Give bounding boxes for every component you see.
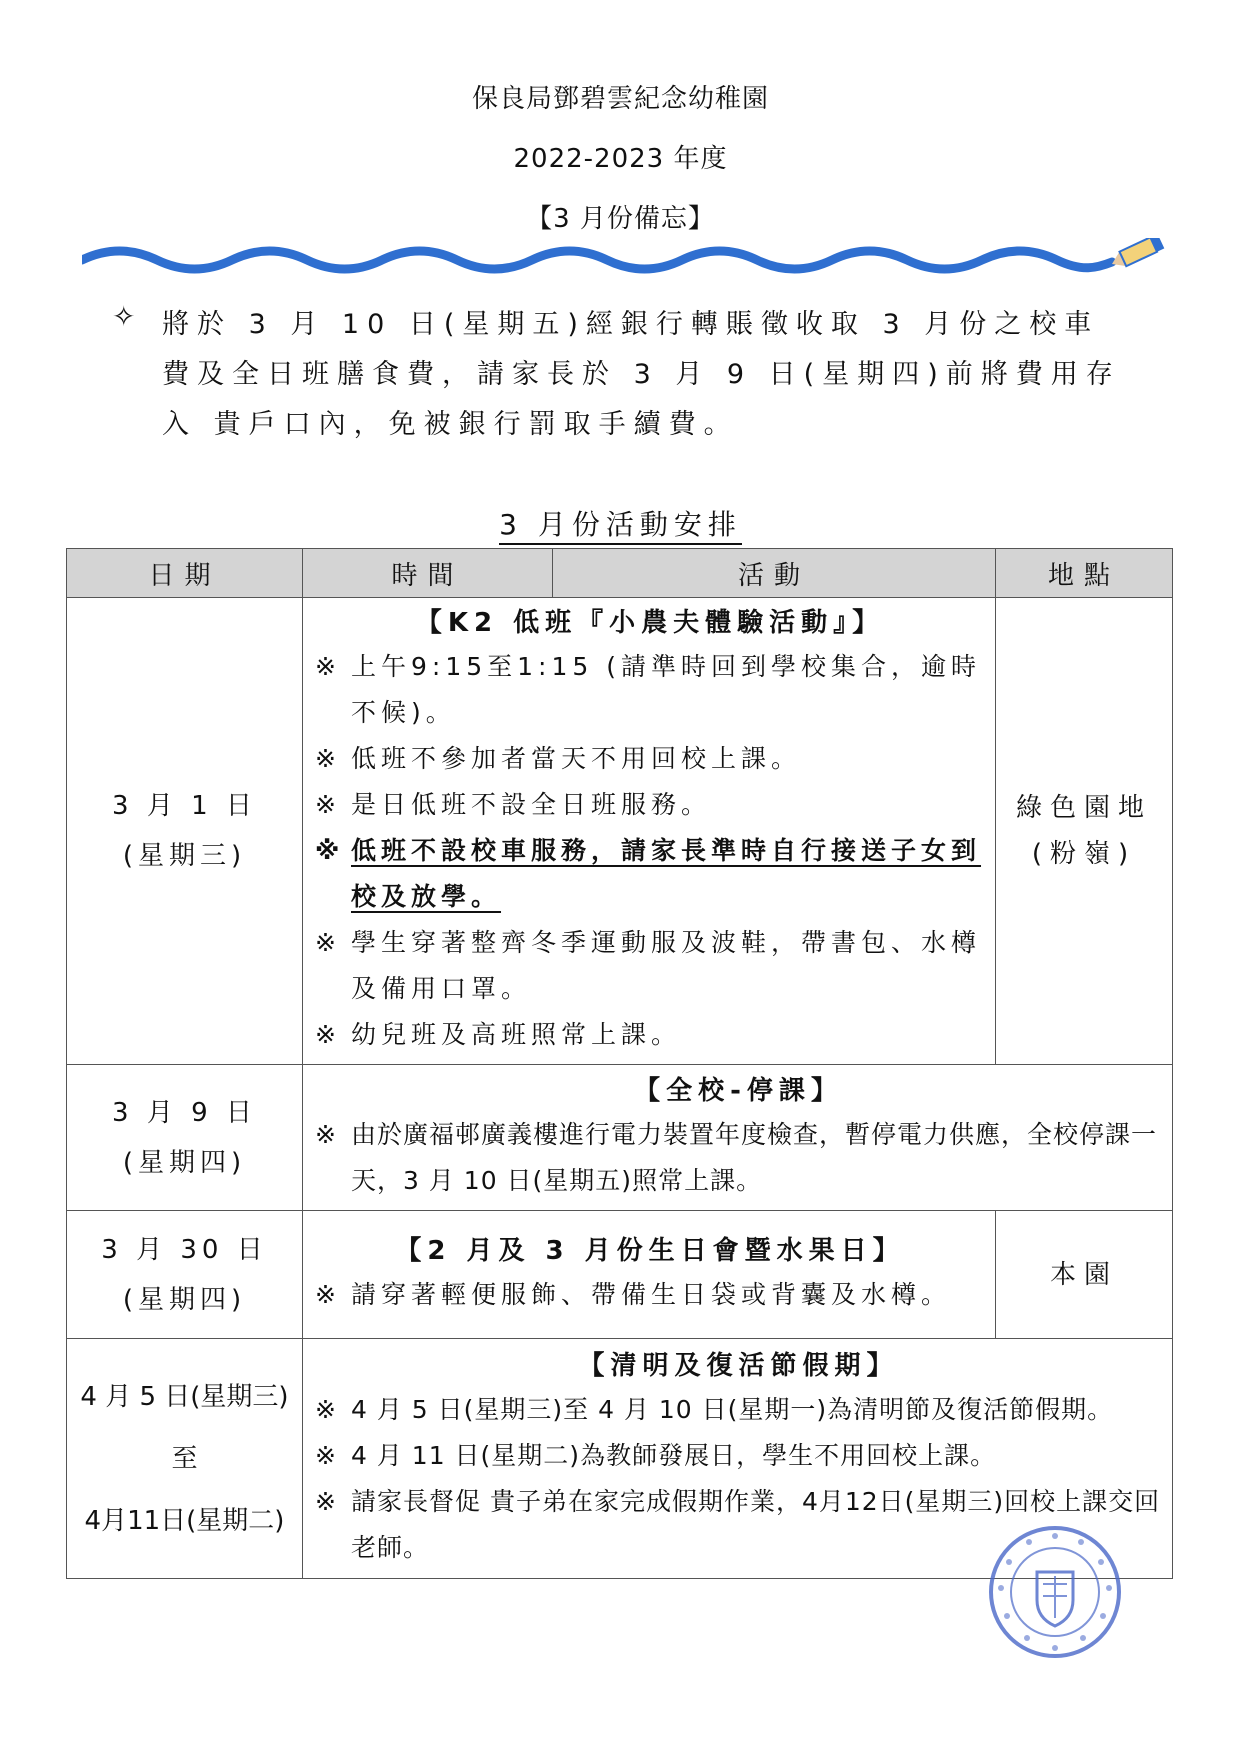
- academic-year: 2022-2023 年度: [513, 144, 728, 174]
- activity-item: ※ 4 月 5 日(星期三)至 4 月 10 日(星期一)為清明節及復活節假期。: [315, 1394, 1114, 1424]
- activity-title: 【清明及復活節假期】: [578, 1350, 899, 1381]
- date-cell: 4 月 5 日(星期三) 至 4月11日(星期二): [67, 1339, 303, 1579]
- activity-item: ※ 請穿著輕便服飾、帶備生日袋或背囊及水樽。: [315, 1279, 952, 1309]
- table-row: [67, 598, 1173, 1065]
- activity-schedule-table: [66, 548, 1173, 1579]
- activity-cell: [303, 598, 996, 1065]
- school-seal-icon: [985, 1522, 1125, 1662]
- date-cell: 3 月 1 日 (星期三): [67, 598, 303, 1065]
- activity-item: ※ 低班不參加者當天不用回校上課。: [315, 744, 802, 773]
- activity-item: ※ 是日低班不設全日班服務。: [315, 790, 712, 819]
- header-time: 時間: [303, 549, 553, 598]
- activity-item: ※ 學生穿著整齊冬季運動服及波鞋，帶書包、水樽及備用口罩。: [315, 928, 982, 1003]
- header-activity: 活動: [553, 549, 996, 598]
- activity-item-emphasis: ※ 低班不設校車服務，請家長準時自行接送子女到校及放學。: [315, 836, 982, 911]
- table-row: [67, 1065, 1173, 1211]
- schedule-title: 3 月份活動安排: [0, 503, 1241, 543]
- sparkle-bullet-icon: ✧: [112, 300, 136, 333]
- header-date: 日期: [67, 549, 303, 598]
- activity-title: 【K2 低班『小農夫體驗活動』】: [415, 608, 885, 638]
- date-cell: 3 月 30 日 (星期四): [67, 1211, 303, 1339]
- table-row: [67, 1211, 1173, 1339]
- activity-item: ※ 幼兒班及高班照常上課。: [315, 1020, 682, 1049]
- activity-item: ※ 4 月 11 日(星期二)為教師發展日，學生不用回校上課。: [315, 1440, 997, 1470]
- activity-cell: [303, 1065, 1173, 1211]
- school-name: 保良局鄧碧雲紀念幼稚園: [471, 84, 769, 114]
- table-header-row: [67, 549, 1173, 598]
- activity-item: ※ 請家長督促 貴子弟在家完成假期作業，4月12日(星期三)回校上課交回老師。: [315, 1486, 1161, 1562]
- venue-cell: 綠色園地 (粉嶺): [996, 598, 1173, 1065]
- activity-cell: [303, 1211, 996, 1339]
- header-venue: 地點: [996, 549, 1173, 598]
- date-cell: 3 月 9 日 (星期四): [67, 1065, 303, 1211]
- activity-item: ※ 由於廣福邨廣義樓進行電力裝置年度檢查，暫停電力供應，全校停課一天，3 月 10 日(星期五)照常上課。: [315, 1119, 1158, 1195]
- memo-title: 【3 月份備忘】: [526, 204, 715, 234]
- venue-cell: 本園: [996, 1211, 1173, 1339]
- fee-notice: 將於 3 月 10 日(星期五)經銀行轉賬徵收取 3 月份之校車費及全日班膳食費，請家長於 3 月 9 日(星期四)前將費用存入 貴戶口內，免被銀行罰取手續費。: [162, 309, 1121, 440]
- pencil-icon: [1109, 238, 1165, 271]
- activity-title: 【全校-停課】: [634, 1075, 843, 1106]
- activity-item: ※ 上午9:15至1:15 (請準時回到學校集合，逾時不候)。: [315, 652, 981, 727]
- activity-title: 【2 月及 3 月份生日會暨水果日】: [395, 1235, 905, 1266]
- wavy-divider-icon: [82, 238, 1172, 288]
